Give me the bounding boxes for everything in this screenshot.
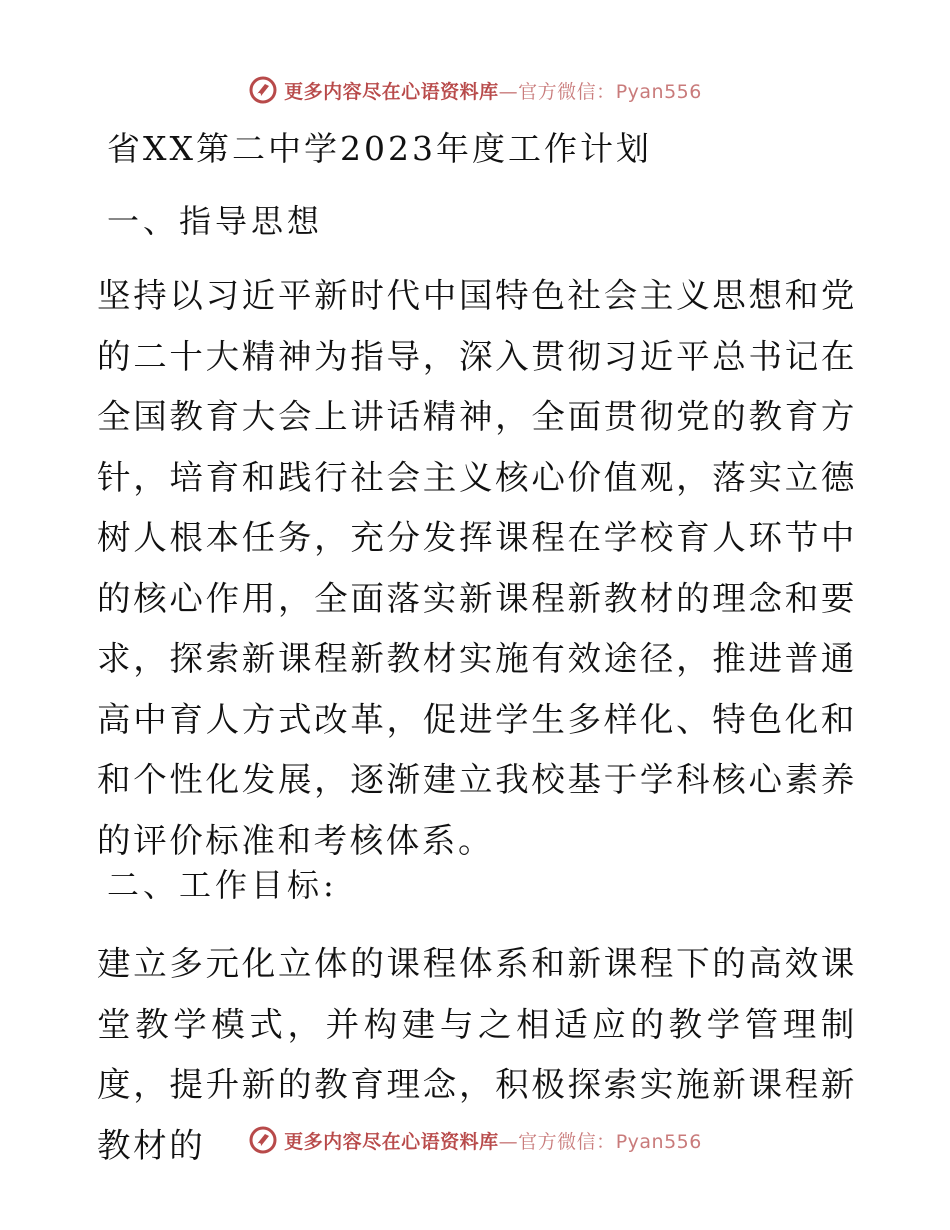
section-paragraph-work-goals: 建立多元化立体的课程体系和新课程下的高效课堂教学模式，并构建与之相适应的教学管理制度，提升新的教育理念，积极探索实施新课程新教材的 [97, 944, 857, 1165]
section-paragraph-guiding-thought: 坚持以习近平新时代中国特色社会主义思想和党的二十大精神为指导，深入贯彻习近平总书记在全国教育大会上讲话精神，全面贯彻党的教育方针，培育和践行社会主义核心价值观，落实立德树人根本任务，充分发挥课程在学校育人环节中的核心作用，全面落实新课程新教材的理念和要求，探索新课程新教材实施有效途径，推进普通高中育人方式改革，促进学生多样化、特色化和和个性化发展，逐渐建立我校基于学科核心素养的评价标准和考核体系。 [97, 276, 857, 860]
document-title: 省XX第二中学2023年度工作计划 [107, 129, 652, 168]
circle-logo-icon [248, 1125, 278, 1155]
watermark-banner-top [0, 70, 950, 110]
circle-logo-icon [248, 75, 278, 105]
watermark-text: 更多内容尽在心语资料库—官方微信：Pyan556 [284, 80, 702, 103]
watermark-banner-bottom [0, 1120, 950, 1160]
watermark-text: 更多内容尽在心语资料库—官方微信：Pyan556 [284, 1130, 702, 1153]
section-heading-guiding-thought: 一、指导思想 [107, 202, 324, 240]
section-heading-work-goals: 二、工作目标: [107, 866, 338, 904]
